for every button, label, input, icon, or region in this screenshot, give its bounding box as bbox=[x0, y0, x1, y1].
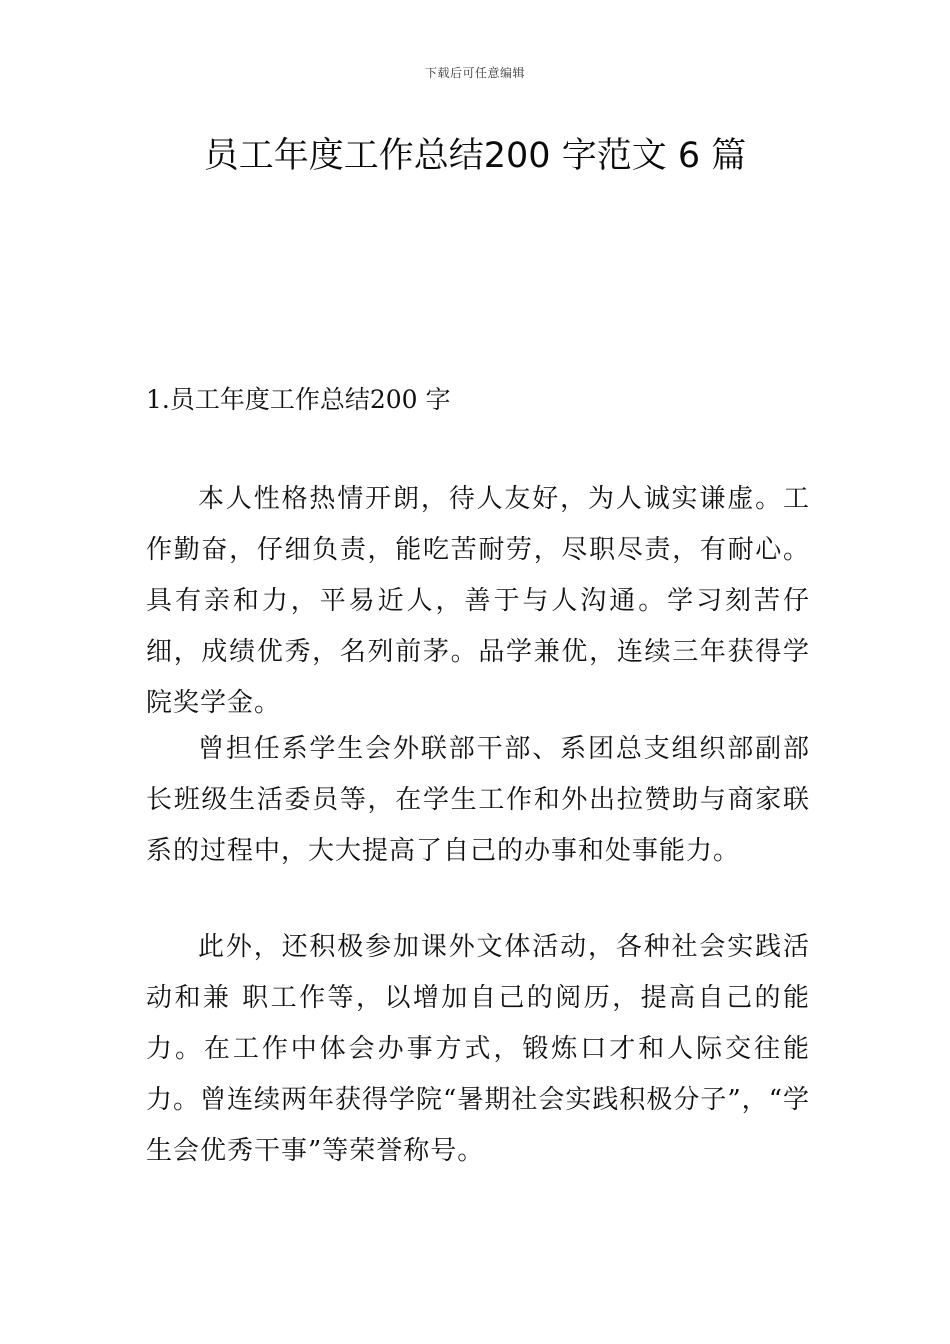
paragraph-3: 此外，还积极参加课外文体活动，各种社会实践活动和兼 职工作等，以增加自己的阅历，提高自己的能力。在工作中体会办事方式，锻炼口才和人际交往能力。曾连续两年获得学院“暑期社会实践积极分子”，“学生会优秀干事”等荣誉称号。 bbox=[146, 932, 810, 1166]
paragraph-2: 曾担任系学生会外联部干部、系团总支组织部副部长班级生活委员等，在学生工作和外出拉赞助与商家联系的过程中，大大提高了自己的办事和处事能力。 bbox=[146, 734, 810, 866]
section-heading: 1.员工年度工作总结200 字 bbox=[146, 385, 451, 414]
header-note: 下载后可任意编辑 bbox=[424, 66, 525, 80]
document-title: 员工年度工作总结200 字范文 6 篇 bbox=[203, 136, 747, 176]
paragraph-1: 本人性格热情开朗，待人友好，为人诚实谦虚。工作勤奋，仔细负责，能吃苦耐劳，尽职尽责，有耐心。具有亲和力，平易近人，善于与人沟通。学习刻苦仔细，成绩优秀，名列前茅。品学兼优，连续三年获得学院奖学金。 bbox=[146, 484, 810, 718]
